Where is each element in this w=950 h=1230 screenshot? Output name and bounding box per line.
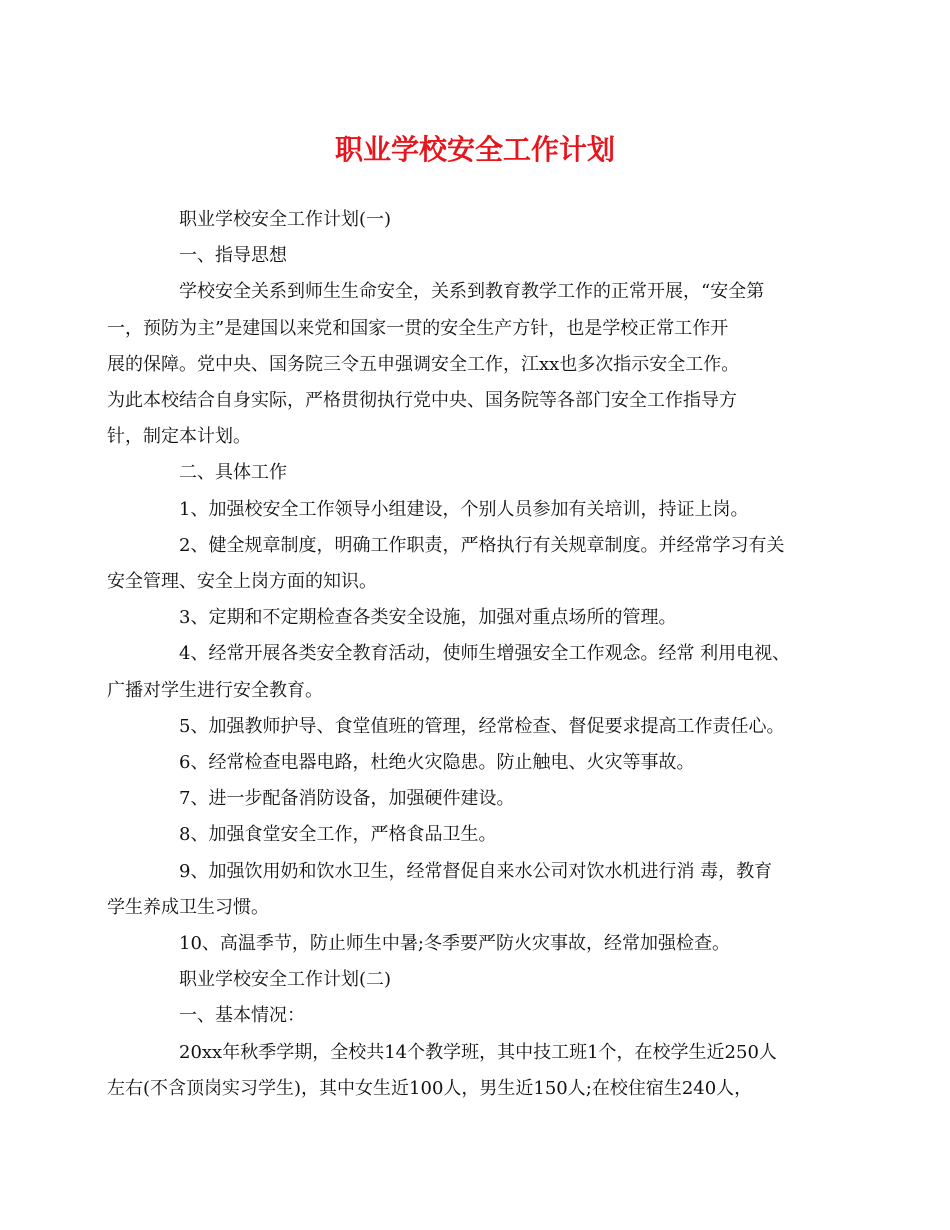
paragraph-line: 2、健全规章制度，明确工作职责，严格执行有关规章制度。并经常学习有关: [179, 534, 785, 556]
paragraph-line: 一，预防为主”是建国以来党和国家一贯的安全生产方针，也是学校正常工作开: [107, 317, 729, 339]
paragraph-line: 8、加强食堂安全工作，严格食品卫生。: [179, 824, 497, 846]
paragraph-line: 1、加强校安全工作领导小组建设，个别人员参加有关培训，持证上岗。: [179, 498, 749, 520]
paragraph-line: 9、加强饮用奶和饮水卫生，经常督促自来水公司对饮水机进行消 毒，教育: [179, 860, 773, 882]
paragraph: [143, 817, 805, 853]
paragraph: [143, 238, 805, 274]
paragraph-line: 针，制定本计划。: [107, 426, 251, 448]
document-body: [107, 202, 805, 1107]
paragraph: [107, 854, 805, 926]
paragraph: [143, 962, 805, 998]
paragraph-line: 一、基本情况：: [179, 1005, 305, 1027]
paragraph-line: 7、进一步配备消防设备，加强硬件建设。: [179, 788, 515, 810]
paragraph-line: 安全管理、安全上岗方面的知识。: [107, 571, 377, 593]
paragraph-line: 职业学校安全工作计划(二): [179, 969, 392, 991]
paragraph-line: 5、加强教师护导、食堂值班的管理，经常检查、督促要求提高工作责任心。: [179, 715, 785, 737]
paragraph-line: 职业学校安全工作计划(一): [179, 209, 392, 230]
paragraph: [143, 745, 805, 781]
paragraph: [143, 926, 805, 962]
paragraph-line: 二、具体工作: [179, 462, 287, 484]
paragraph: [143, 781, 805, 817]
paragraph-line: 4、经常开展各类安全教育活动，使师生增强安全工作观念。经常 利用电视、: [179, 643, 791, 665]
paragraph-line: 学生养成卫生习惯。: [107, 896, 269, 918]
paragraph-line: 广播对学生进行安全教育。: [107, 679, 323, 701]
paragraph: [107, 1035, 805, 1107]
paragraph-line: 学校安全关系到师生生命安全，关系到教育教学工作的正常开展，“安全第: [179, 281, 765, 303]
paragraph-line: 6、经常检查电器电路，杜绝火灾隐患。防止触电、火灾等事故。: [179, 752, 695, 774]
paragraph: [143, 709, 805, 745]
paragraph-line: 3、定期和不定期检查各类安全设施，加强对重点场所的管理。: [179, 607, 677, 629]
paragraph: [143, 202, 805, 238]
document-title: 职业学校安全工作计划: [334, 133, 615, 166]
paragraph: [143, 492, 805, 528]
paragraph-line: 左右(不含顶岗实习学生)，其中女生近100人，男生近150人;在校住宿生240人，: [107, 1077, 753, 1099]
paragraph: [107, 528, 805, 600]
paragraph: [143, 998, 805, 1034]
paragraph-line: 20xx年秋季学期，全校共14个教学班，其中技工班1个，在校学生近250人: [179, 1041, 777, 1063]
paragraph: [107, 636, 805, 708]
paragraph-line: 展的保障。党中央、国务院三令五申强调安全工作，江xx也多次指示安全工作。: [107, 353, 740, 375]
paragraph: [143, 600, 805, 636]
paragraph-line: 一、指导思想: [179, 245, 287, 267]
paragraph-line: 10、高温季节，防止师生中暑;冬季要严防火灾事故，经常加强检查。: [179, 933, 730, 955]
paragraph: [107, 274, 805, 455]
paragraph-line: 为此本校结合自身实际，严格贯彻执行党中央、国务院等各部门安全工作指导方: [107, 390, 737, 412]
paragraph: [143, 455, 805, 491]
